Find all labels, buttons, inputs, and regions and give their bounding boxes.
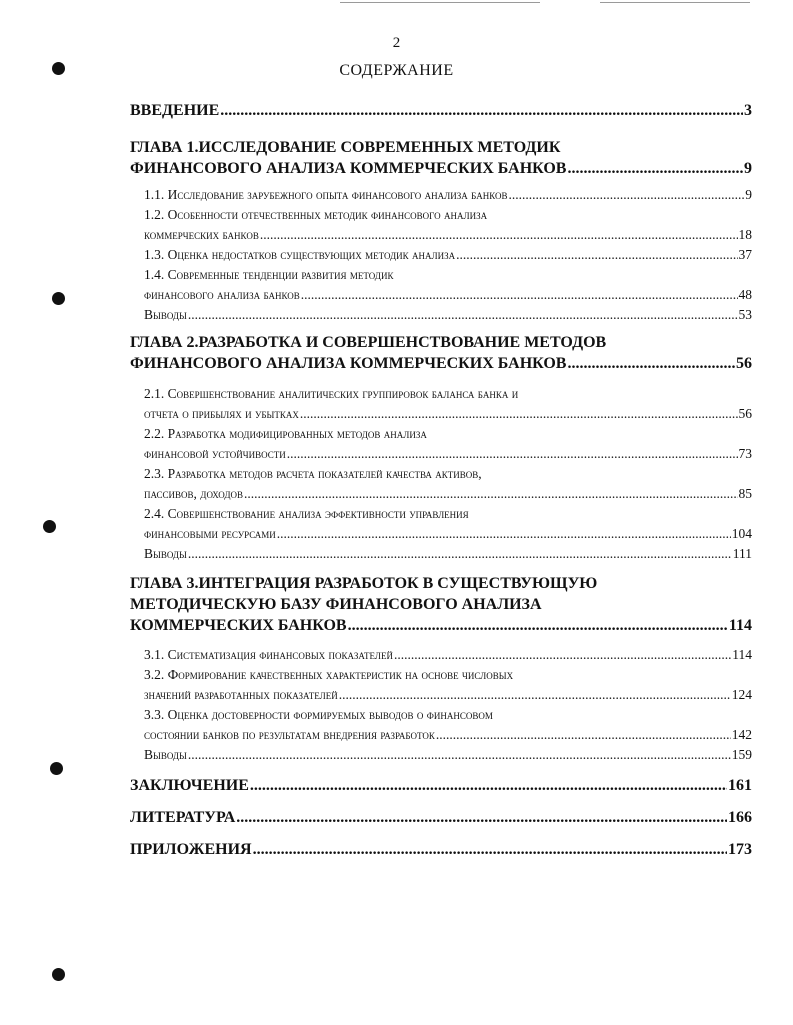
toc-label: 2.2. Разработка модифицированных методов анализа bbox=[144, 426, 427, 441]
toc-page: 53 bbox=[738, 307, 752, 322]
toc-label: отчета о прибылях и убытках bbox=[144, 406, 299, 421]
toc-chapter-1[interactable] bbox=[130, 137, 752, 179]
toc-label: ВВЕДЕНИЕ bbox=[130, 102, 220, 119]
toc-page: 114 bbox=[732, 647, 752, 662]
dot-leader bbox=[339, 685, 731, 705]
toc-label: ЗАКЛЮЧЕНИЕ bbox=[130, 777, 249, 794]
toc-section[interactable] bbox=[144, 544, 752, 564]
toc-section[interactable] bbox=[144, 705, 752, 745]
toc-page: 124 bbox=[731, 687, 752, 702]
toc-label: 3.3. Оценка достоверности формируемых выводов о финансовом bbox=[144, 707, 493, 722]
toc-label: 1.4. Современные тенденции развития методик bbox=[144, 267, 394, 282]
toc-label: ПРИЛОЖЕНИЯ bbox=[130, 841, 252, 858]
toc-section[interactable] bbox=[144, 185, 752, 205]
dot-leader bbox=[253, 841, 727, 859]
dot-leader bbox=[509, 185, 745, 205]
toc-label: 2.4. Совершенствование анализа эффективности управления bbox=[144, 506, 469, 521]
toc-page: 48 bbox=[738, 287, 752, 302]
toc-page: 3 bbox=[744, 102, 752, 119]
toc-label: МЕТОДИЧЕСКУЮ БАЗУ ФИНАНСОВОГО АНАЛИЗА bbox=[130, 596, 542, 613]
toc-entry-conclusion[interactable] bbox=[130, 777, 752, 795]
dot-leader bbox=[301, 285, 738, 305]
dot-leader bbox=[300, 404, 738, 424]
dot-leader bbox=[260, 225, 738, 245]
toc-section[interactable] bbox=[144, 305, 752, 325]
dot-leader bbox=[236, 809, 727, 827]
toc-label: финансовыми ресурсами bbox=[144, 526, 276, 541]
scan-edge-line bbox=[340, 2, 540, 3]
toc-label: 3.1. Систематизация финансовых показателей bbox=[144, 647, 394, 662]
toc-page: 159 bbox=[731, 747, 752, 762]
dot-leader bbox=[250, 777, 727, 795]
toc-page: 161 bbox=[728, 777, 752, 794]
toc-label: Выводы bbox=[144, 307, 187, 322]
toc-section[interactable] bbox=[144, 205, 752, 245]
toc-page: 111 bbox=[732, 546, 752, 561]
page-title: СОДЕРЖАНИЕ bbox=[339, 62, 454, 79]
dot-leader bbox=[436, 725, 731, 745]
toc-entry-appendix[interactable] bbox=[130, 841, 752, 859]
dot-leader bbox=[567, 353, 735, 374]
toc-section[interactable] bbox=[144, 745, 752, 765]
toc-section[interactable] bbox=[144, 464, 752, 504]
toc-page: 18 bbox=[738, 227, 752, 242]
scan-edge-line bbox=[600, 2, 750, 3]
binder-hole-icon bbox=[43, 520, 56, 533]
dot-leader bbox=[394, 645, 731, 665]
toc-label: ГЛАВА 2.РАЗРАБОТКА И СОВЕРШЕНСТВОВАНИЕ МЕТОДОВ bbox=[130, 334, 607, 351]
toc-section[interactable] bbox=[144, 645, 752, 665]
toc-section[interactable] bbox=[144, 265, 752, 305]
toc-label: финансового анализа банков bbox=[144, 287, 300, 302]
toc-label: коммерческих банков bbox=[144, 227, 259, 242]
dot-leader bbox=[348, 615, 728, 636]
toc-entry-literature[interactable] bbox=[130, 809, 752, 827]
toc-label: ГЛАВА 3.ИНТЕГРАЦИЯ РАЗРАБОТОК В СУЩЕСТВУЮЩУЮ bbox=[130, 575, 598, 592]
toc-page: 56 bbox=[736, 355, 752, 372]
dot-leader bbox=[220, 102, 743, 120]
binder-hole-icon bbox=[52, 968, 65, 981]
binder-hole-icon bbox=[52, 292, 65, 305]
toc-page: 85 bbox=[738, 486, 752, 501]
toc-label: 3.2. Формирование качественных характеристик на основе числовых bbox=[144, 667, 514, 682]
toc-entry-intro[interactable] bbox=[130, 98, 752, 120]
dot-leader bbox=[277, 524, 731, 544]
toc-page: 73 bbox=[738, 446, 752, 461]
toc-page: 37 bbox=[738, 247, 752, 262]
toc-page: 173 bbox=[728, 841, 752, 858]
dot-leader bbox=[188, 544, 732, 564]
toc-label: финансовой устойчивости bbox=[144, 446, 286, 461]
toc-page: 9 bbox=[744, 160, 752, 177]
dot-leader bbox=[287, 444, 738, 464]
toc-chapter-3[interactable] bbox=[130, 573, 752, 636]
toc-label: ФИНАНСОВОГО АНАЛИЗА КОММЕРЧЕСКИХ БАНКОВ bbox=[130, 355, 567, 372]
toc-label: ФИНАНСОВОГО АНАЛИЗА КОММЕРЧЕСКИХ БАНКОВ bbox=[130, 160, 567, 177]
toc-label: значений разработанных показателей bbox=[144, 687, 338, 702]
toc-label: 1.1. Исследование зарубежного опыта финансового анализа банков bbox=[144, 187, 508, 202]
dot-leader bbox=[188, 745, 731, 765]
toc-page: 9 bbox=[745, 187, 752, 202]
toc-chapter-2[interactable] bbox=[130, 332, 752, 374]
toc-label: Выводы bbox=[144, 747, 187, 762]
dot-leader bbox=[244, 484, 738, 504]
toc-section[interactable] bbox=[144, 245, 752, 265]
dot-leader bbox=[567, 158, 743, 179]
toc-label: состоянии банков по результатам внедрения разработок bbox=[144, 727, 435, 742]
toc-page: 56 bbox=[738, 406, 752, 421]
binder-hole-icon bbox=[50, 762, 63, 775]
toc-label: ЛИТЕРАТУРА bbox=[130, 809, 236, 826]
toc-page: 166 bbox=[728, 809, 752, 826]
toc-label: Выводы bbox=[144, 546, 187, 561]
toc-label: 1.3. Оценка недостатков существующих методик анализа bbox=[144, 247, 456, 262]
toc-section[interactable] bbox=[144, 424, 752, 464]
toc-page: 104 bbox=[731, 526, 752, 541]
toc-section[interactable] bbox=[144, 384, 752, 424]
page-number: 2 bbox=[392, 35, 401, 51]
toc-label: КОММЕРЧЕСКИХ БАНКОВ bbox=[130, 617, 347, 634]
toc-section[interactable] bbox=[144, 665, 752, 705]
toc-label: ГЛАВА 1.ИССЛЕДОВАНИЕ СОВРЕМЕННЫХ МЕТОДИК bbox=[130, 139, 561, 156]
toc-label: 2.3. Разработка методов расчета показателей качества активов, bbox=[144, 466, 482, 481]
toc-label: пассивов, доходов bbox=[144, 486, 243, 501]
toc-page: 142 bbox=[731, 727, 752, 742]
toc-section[interactable] bbox=[144, 504, 752, 544]
toc-label: 2.1. Совершенствование аналитических группировок баланса банка и bbox=[144, 386, 519, 401]
toc-label: 1.2. Особенности отечественных методик финансового анализа bbox=[144, 207, 488, 222]
dot-leader bbox=[456, 245, 737, 265]
dot-leader bbox=[188, 305, 738, 325]
toc-page: 114 bbox=[728, 617, 752, 634]
table-of-contents bbox=[130, 98, 752, 859]
